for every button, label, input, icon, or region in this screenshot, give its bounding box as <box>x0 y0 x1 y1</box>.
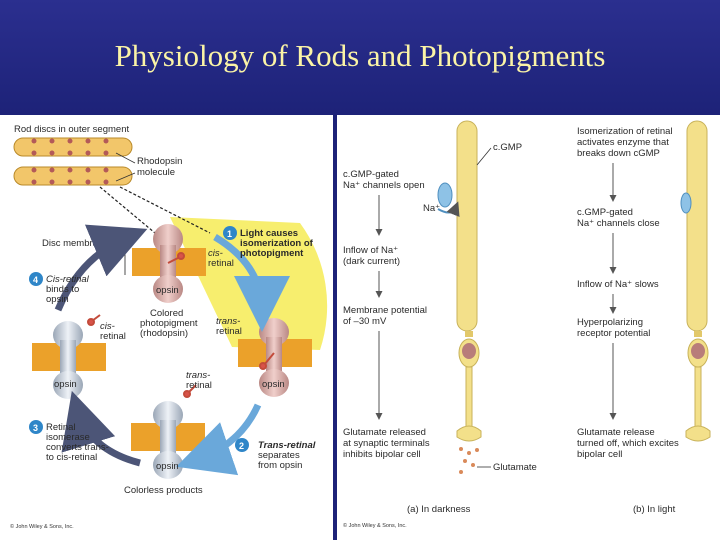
colored-photopigment-1: Colored <box>150 308 184 319</box>
right-copyright: © John Wiley & Sons, Inc. <box>343 523 407 529</box>
light-step-4-line-1: Hyperpolarizing <box>577 317 644 328</box>
step-1-badge <box>223 226 237 240</box>
opsin-label-right: opsin <box>262 379 285 390</box>
colorless-products: Colorless products <box>124 485 203 496</box>
colored-photopigment-2: photopigment <box>140 318 198 329</box>
photopigment-cycle-diagram <box>0 115 333 540</box>
glutamate-dots <box>459 447 479 474</box>
step-3-line-1: Retinal <box>46 422 76 433</box>
na-plus-label: Na⁺ <box>423 203 441 214</box>
trans-retinal-right-1: trans- <box>216 316 241 327</box>
step-2-line-1: Trans-retinal <box>258 440 316 451</box>
step-3-line-3: converts trans- <box>46 442 109 453</box>
trans-retinal-free-2: retinal <box>186 380 212 391</box>
step-1-line-1: Light causes <box>240 228 299 239</box>
step-2-badge <box>235 438 249 452</box>
colored-photopigment-3: (rhodopsin) <box>140 328 189 339</box>
rhodopsin-label-1: Rhodopsin <box>137 156 183 167</box>
cis-retinal-top-2: retinal <box>208 258 234 269</box>
opsin-label-left: opsin <box>54 379 77 390</box>
light-step-5-line-1: Glutamate release <box>577 427 655 438</box>
dark-step-4-line-1: Glutamate released <box>343 427 426 438</box>
svg-text:3: 3 <box>33 423 39 433</box>
dark-step-1-line-2: Na⁺ channels open <box>343 180 425 191</box>
step-1-line-3: photopigment <box>240 248 304 259</box>
rod-discs <box>14 138 132 185</box>
light-step-4-line-2: receptor potential <box>577 328 651 339</box>
step-2-line-2: separates <box>258 450 300 461</box>
step-3-line-4: to cis-retinal <box>46 452 98 463</box>
step-1-line-2: isomerization of <box>240 238 313 249</box>
light-step-5-line-2: turned off, which excites <box>577 438 679 449</box>
light-step-2-line-2: Na⁺ channels close <box>577 218 660 229</box>
step-2-line-3: from opsin <box>258 460 303 471</box>
opsin-label-top: opsin <box>156 285 179 296</box>
light-step-1-line-1: Isomerization of retinal <box>577 126 673 137</box>
caption-darkness: (a) In darkness <box>407 504 471 515</box>
dark-step-2-line-1: Inflow of Na⁺ <box>343 245 399 256</box>
step-4-badge <box>29 272 43 286</box>
arrow-step2 <box>196 405 258 460</box>
svg-text:2: 2 <box>239 441 245 451</box>
step-4-line-1: Cis-retinal <box>46 274 89 285</box>
light-step-1-line-3: breaks down cGMP <box>577 148 660 159</box>
cis-retinal-top-1: cis- <box>208 248 223 259</box>
rod-physiology-panel <box>337 115 720 540</box>
step-4-line-3: opsin <box>46 294 69 305</box>
dark-step-2-line-2: (dark current) <box>343 256 401 267</box>
step-3-badge <box>29 420 43 434</box>
rod-discs-label: Rod discs in outer segment <box>14 124 130 135</box>
light-step-1-line-2: activates enzyme that <box>577 137 669 148</box>
step-4-line-2: binds to <box>46 284 80 295</box>
dark-step-4-line-3: inhibits bipolar cell <box>343 449 421 460</box>
trans-retinal-free-1: trans- <box>186 370 211 381</box>
rhodopsin-label-2: molecule <box>137 167 176 178</box>
dark-step-3-line-2: of –30 mV <box>343 316 387 327</box>
light-step-3-line-1: Inflow of Na⁺ slows <box>577 279 659 290</box>
rod-darkness-light-diagram <box>337 115 720 540</box>
dark-step-3-line-1: Membrane potential <box>343 305 427 316</box>
dark-step-4-line-2: at synaptic terminals <box>343 438 430 449</box>
left-copyright: © John Wiley & Sons, Inc. <box>10 524 74 530</box>
light-step-5-line-3: bipolar cell <box>577 449 623 460</box>
cis-retinal-left-1: cis- <box>100 321 115 332</box>
cgmp-label: c.GMP <box>493 142 523 153</box>
glutamate-label: Glutamate <box>493 462 537 473</box>
cis-retinal-left-2: retinal <box>100 331 126 342</box>
rod-cell-dark <box>457 121 481 441</box>
photopigment-cycle-panel <box>0 115 333 540</box>
slide-title: Physiology of Rods and Photopigments <box>114 38 606 73</box>
light-step-2-line-1: c.GMP-gated <box>577 207 633 218</box>
na-channel-icon <box>438 183 456 213</box>
rod-cell-light <box>681 121 710 441</box>
svg-text:1: 1 <box>227 229 233 239</box>
svg-text:4: 4 <box>33 275 39 285</box>
disc-membrane-label: Disc membrane <box>42 238 109 249</box>
step-3-line-2: isomerase <box>46 432 90 443</box>
dark-step-1-line-1: c.GMP-gated <box>343 169 399 180</box>
trans-retinal-right-2: retinal <box>216 326 242 337</box>
opsin-label-bottom: opsin <box>156 461 179 472</box>
caption-light: (b) In light <box>633 504 676 515</box>
